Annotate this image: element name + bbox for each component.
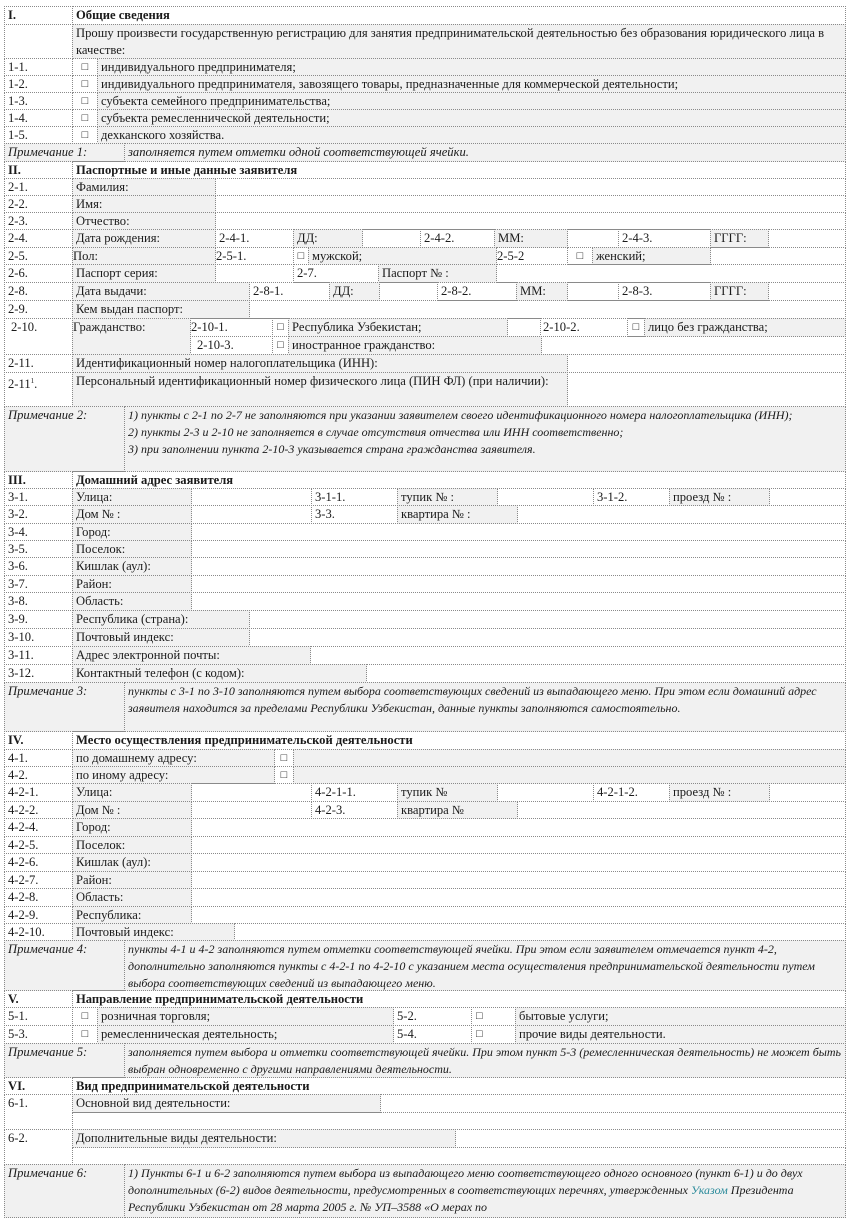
field-3-1-1-number: 3-1-1. — [311, 488, 398, 506]
item-5-4-number: 5-4. — [393, 1025, 472, 1044]
item-1-2-checkbox[interactable]: □ — [72, 75, 98, 93]
section-6-number: VI. — [4, 1077, 73, 1095]
biz-village-select[interactable] — [191, 853, 846, 872]
issue-month-label: ММ: — [516, 282, 568, 301]
field-3-8-number: 3-8. — [4, 592, 73, 611]
biz-passage-label: проезд № : — [669, 783, 770, 802]
passage-input[interactable] — [769, 488, 846, 506]
postal-code-select[interactable] — [249, 628, 846, 647]
phone-input[interactable] — [366, 664, 846, 683]
foreign-citizen-checkbox[interactable]: □ — [272, 336, 289, 355]
field-4-2-4-number: 4-2-4. — [4, 818, 73, 837]
field-2-4-3-number: 2-4-3. — [618, 229, 711, 248]
field-4-2-1-2-number: 4-2-1-2. — [593, 783, 670, 802]
field-2-11-number: 2-11. — [4, 354, 73, 373]
issue-year-label: ГГГГ: — [710, 282, 769, 301]
field-2-1-number: 2-1. — [4, 178, 73, 196]
section-3-title: Домашний адрес заявителя — [72, 471, 846, 489]
district-select[interactable] — [191, 575, 846, 593]
republic-select[interactable] — [249, 610, 846, 629]
other-activities-checkbox[interactable]: □ — [471, 1025, 516, 1044]
field-3-3-number: 3-3. — [311, 505, 398, 524]
biz-settlement-select[interactable] — [191, 836, 846, 854]
services-label: бытовые услуги; — [515, 1007, 846, 1026]
field-4-2-blank — [293, 766, 846, 784]
field-4-2-9-label: Республика: — [72, 906, 192, 924]
services-checkbox[interactable]: □ — [471, 1007, 516, 1026]
section-5-title: Направление предпринимательской деятельности — [72, 990, 846, 1008]
field-3-1-number: 3-1. — [4, 488, 73, 506]
field-4-1-label: по домашнему адресу: — [72, 749, 275, 767]
field-3-5-label: Поселок: — [72, 540, 192, 558]
issue-month-input[interactable] — [567, 282, 619, 301]
citizen-uz-label: Республика Узбекистан; — [288, 318, 508, 337]
biz-apartment-input[interactable] — [517, 801, 846, 819]
section-1-title: Общие сведения — [72, 6, 846, 25]
field-2-5-label: Пол: — [72, 247, 216, 265]
field-2-8-2-number: 2-8-2. — [437, 282, 517, 301]
field-4-2-8-label: Область: — [72, 888, 192, 907]
city-select[interactable] — [191, 523, 846, 541]
field-6-1-number: 6-1. — [4, 1094, 73, 1130]
region-select[interactable] — [191, 592, 846, 611]
note-5-text: заполняется путем выбора и отметки соответствующей ячейки. При этом пункт 5-3 (ремесленническая деятельность) не может быть выбран одновременно с другими направлениями деятельности. — [124, 1043, 846, 1078]
note-1-label: Примечание 1: — [4, 143, 125, 162]
field-4-2-1-1-number: 4-2-1-1. — [311, 783, 398, 802]
item-1-5-checkbox[interactable]: □ — [72, 126, 98, 144]
field-3-4-label: Город: — [72, 523, 192, 541]
biz-street-input[interactable] — [191, 783, 312, 802]
birth-year-input[interactable] — [768, 229, 846, 248]
citizen-uz-checkbox[interactable]: □ — [272, 318, 289, 337]
passage-label: проезд № : — [669, 488, 770, 506]
field-4-1-blank — [293, 749, 846, 767]
field-2-10-label: Гражданство: — [72, 318, 191, 355]
note-2-line-2: 2) пункты 2-3 и 2-10 не заполняется в случае отсутствия отчества или ИНН соответственно; — [128, 425, 624, 439]
field-2-4-number: 2-4. — [4, 229, 73, 248]
field-2-5-2-number: 2-5-2 — [496, 247, 568, 265]
inn-input[interactable] — [567, 354, 846, 373]
issue-year-input[interactable] — [768, 282, 846, 301]
patronymic-input[interactable] — [215, 212, 846, 230]
field-3-6-number: 3-6. — [4, 557, 73, 576]
field-4-2-6-label: Кишлак (аул): — [72, 853, 192, 872]
main-activity-row-2[interactable] — [72, 1112, 846, 1130]
email-input[interactable] — [310, 646, 846, 665]
section-1-number: I. — [4, 6, 73, 25]
item-1-5-label: дехканского хозяйства. — [97, 126, 846, 144]
male-checkbox[interactable]: □ — [293, 247, 309, 265]
item-1-3-number: 1-3. — [4, 92, 73, 110]
note-6-label: Примечание 6: — [4, 1164, 125, 1218]
field-2-10-number: 2-10. — [4, 318, 73, 355]
field-3-5-number: 3-5. — [4, 540, 73, 558]
note-6-text — [124, 1164, 846, 1218]
foreign-country-input[interactable] — [541, 336, 846, 355]
birth-month-input[interactable] — [567, 229, 619, 248]
item-5-2-number: 5-2. — [393, 1007, 472, 1026]
field-2-11-1-num-end: . — [34, 377, 38, 392]
main-activity-select[interactable] — [380, 1094, 846, 1113]
gender-blank — [710, 247, 846, 265]
note-5-label: Примечание 5: — [4, 1043, 125, 1078]
field-4-2-2-label: Дом № : — [72, 801, 192, 819]
additional-activity-select[interactable] — [455, 1129, 846, 1148]
street-input[interactable] — [191, 488, 312, 506]
field-2-9-label: Кем выдан паспорт: — [72, 300, 250, 319]
section-4-title: Место осуществления предпринимательской деятельности — [72, 731, 846, 750]
item-1-3-checkbox[interactable]: □ — [72, 92, 98, 110]
crafts-label: ремесленническая деятельность; — [97, 1025, 394, 1044]
dead-end-input[interactable] — [497, 488, 594, 506]
retail-checkbox[interactable]: □ — [72, 1007, 98, 1026]
field-2-8-1-number: 2-8-1. — [249, 282, 330, 301]
field-3-9-number: 3-9. — [4, 610, 73, 629]
section-4-number: IV. — [4, 731, 73, 750]
note-6-text-a: 1) Пункты 6-1 и 6-2 заполняются путем выбора из выпадающего меню соответствующего одного основного (пункт 6-1) и до двух дополнительных (6-2) видов деятельности, предусмотренных в соответствующих перечнях, утвержденных — [128, 1166, 803, 1197]
section-5-number: V. — [4, 990, 73, 1008]
field-6-1-label: Основной вид деятельности: — [72, 1094, 381, 1113]
field-3-1-label: Улица: — [72, 488, 192, 506]
passport-number-input[interactable] — [496, 264, 846, 283]
field-4-2-5-label: Поселок: — [72, 836, 192, 854]
field-2-2-label: Имя: — [72, 195, 216, 213]
field-2-6-number: 2-6. — [4, 264, 73, 283]
field-3-7-label: Район: — [72, 575, 192, 593]
note-2-label: Примечание 2: — [4, 406, 125, 472]
field-3-9-label: Республика (страна): — [72, 610, 250, 629]
note-4-label: Примечание 4: — [4, 940, 125, 991]
apartment-label: квартира № : — [397, 505, 518, 524]
biz-postal-code-select[interactable] — [234, 923, 846, 941]
field-2-11-1-label: Персональный идентификационный номер физического лица (ПИН ФЛ) (при наличии): — [72, 372, 568, 407]
field-4-2-number: 4-2. — [4, 766, 73, 784]
field-2-1-label: Фамилия: — [72, 178, 216, 196]
field-3-11-label: Адрес электронной почты: — [72, 646, 311, 665]
female-label: женский; — [592, 247, 711, 265]
field-3-7-number: 3-7. — [4, 575, 73, 593]
stateless-checkbox[interactable]: □ — [627, 318, 645, 337]
biz-passage-input[interactable] — [769, 783, 846, 802]
field-4-2-10-number: 4-2-10. — [4, 923, 73, 941]
birth-day-label: ДД: — [293, 229, 363, 248]
field-4-2-2-number: 4-2-2. — [4, 801, 73, 819]
biz-house-input[interactable] — [191, 801, 312, 819]
field-2-10-1-number: 2-10-1. — [190, 318, 273, 337]
field-2-8-3-number: 2-8-3. — [618, 282, 711, 301]
other-address-checkbox[interactable]: □ — [274, 766, 294, 784]
field-4-1-number: 4-1. — [4, 749, 73, 767]
item-1-4-number: 1-4. — [4, 109, 73, 127]
field-3-12-number: 3-12. — [4, 664, 73, 683]
note-2-line-3: 3) при заполнении пункта 2-10-3 указывается страна гражданства заявителя. — [128, 442, 536, 456]
field-2-4-1-number: 2-4-1. — [215, 229, 294, 248]
citizen-blank-a — [507, 318, 541, 337]
item-1-1-label: индивидуального предпринимателя; — [97, 58, 846, 76]
section-2-title: Паспортные и иные данные заявителя — [72, 161, 846, 179]
home-address-checkbox[interactable]: □ — [274, 749, 294, 767]
passport-number-label: Паспорт № : — [378, 264, 497, 283]
note-2-text — [124, 406, 846, 472]
foreign-citizen-label: иностранное гражданство: — [288, 336, 542, 355]
biz-district-select[interactable] — [191, 871, 846, 889]
field-4-2-9-number: 4-2-9. — [4, 906, 73, 924]
field-4-2-1-number: 4-2-1. — [4, 783, 73, 802]
field-4-2-label: по иному адресу: — [72, 766, 275, 784]
field-2-3-label: Отчество: — [72, 212, 216, 230]
note-4-text: пункты 4-1 и 4-2 заполняются путем отметки соответствующей ячейки. При этом если заявителем отмечается пункт 4-2, дополнительно заполняются пункты с 4-2-1 по 4-2-10 с указанием места осуществления предпринимательской деятельности путем выбора соответствующих сведений из выпадающего меню. — [124, 940, 846, 991]
additional-activity-row-2[interactable] — [72, 1147, 846, 1165]
birth-month-label: ММ: — [494, 229, 568, 248]
pin-input[interactable] — [567, 372, 846, 407]
field-3-8-label: Область: — [72, 592, 192, 611]
field-2-4-label: Дата рождения: — [72, 229, 216, 248]
item-1-1-number: 1-1. — [4, 58, 73, 76]
issued-by-input[interactable] — [249, 300, 846, 319]
item-1-2-label: индивидуального предпринимателя, завозящего товары, предназначенные для коммерческой деятельности; — [97, 75, 846, 93]
birth-year-label: ГГГГ: — [710, 229, 769, 248]
item-1-2-number: 1-2. — [4, 75, 73, 93]
field-6-2-label: Дополнительные виды деятельности: — [72, 1129, 456, 1148]
decree-link[interactable]: Указом — [690, 1183, 728, 1197]
field-4-2-1-label: Улица: — [72, 783, 192, 802]
settlement-select[interactable] — [191, 540, 846, 558]
issue-day-input[interactable] — [379, 282, 438, 301]
biz-dead-end-label: тупик № — [397, 783, 498, 802]
field-2-11-1-number — [4, 372, 73, 407]
male-label: мужской; — [308, 247, 497, 265]
stateless-label: лицо без гражданства; — [644, 318, 846, 337]
note-3-text: пункты с 3-1 по 3-10 заполняются путем выбора соответствующих сведений из выпадающего меню. При этом если домашний адрес заявителя находится за пределами Республики Узбекистан, данные пункты заполняются самостоятельно. — [124, 682, 846, 732]
note-2-line-1: 1) пункты с 2-1 по 2-7 не заполняются при указании заявителем своего идентификационного номера налогоплательщика (ИНН); — [128, 408, 793, 422]
field-4-2-7-label: Район: — [72, 871, 192, 889]
field-3-11-number: 3-11. — [4, 646, 73, 665]
field-2-8-label: Дата выдачи: — [72, 282, 250, 301]
apartment-input[interactable] — [517, 505, 846, 524]
biz-dead-end-input[interactable] — [497, 783, 594, 802]
item-1-3-label: субъекта семейного предпринимательства; — [97, 92, 846, 110]
field-2-5-1-number: 2-5-1. — [215, 247, 294, 265]
field-2-10-3-number: 2-10-3. — [190, 336, 273, 355]
field-2-2-number: 2-2. — [4, 195, 73, 213]
birth-day-input[interactable] — [362, 229, 421, 248]
field-3-10-number: 3-10. — [4, 628, 73, 647]
field-3-2-label: Дом № : — [72, 505, 192, 524]
issue-day-label: ДД: — [329, 282, 380, 301]
field-2-11-1-num-text: 2-11 — [8, 377, 31, 392]
section-6-title: Вид предпринимательской деятельности — [72, 1077, 846, 1095]
biz-republic-select[interactable] — [191, 906, 846, 924]
section-1-intro-blank — [4, 24, 73, 59]
retail-label: розничная торговля; — [97, 1007, 394, 1026]
field-2-3-number: 2-3. — [4, 212, 73, 230]
note-6-text-b: Президента Республики Узбекистан от 28 марта 2005 г. № УП–3588 «О мерах по — [128, 1183, 794, 1214]
field-4-2-3-number: 4-2-3. — [311, 801, 398, 819]
biz-apartment-label: квартира № — [397, 801, 518, 819]
house-input[interactable] — [191, 505, 312, 524]
field-4-2-7-number: 4-2-7. — [4, 871, 73, 889]
biz-city-select[interactable] — [191, 818, 846, 837]
field-3-10-label: Почтовый индекс: — [72, 628, 250, 647]
field-3-12-label: Контактный телефон (с кодом): — [72, 664, 367, 683]
dead-end-label: тупик № : — [397, 488, 498, 506]
item-1-1-checkbox[interactable]: □ — [72, 58, 98, 76]
note-3-label: Примечание 3: — [4, 682, 125, 732]
field-2-9-number: 2-9. — [4, 300, 73, 319]
field-2-11-label: Идентификационный номер налогоплательщика (ИНН): — [72, 354, 568, 373]
field-3-2-number: 3-2. — [4, 505, 73, 524]
item-1-4-label: субъекта ремесленнической деятельности; — [97, 109, 846, 127]
field-3-6-label: Кишлак (аул): — [72, 557, 192, 576]
section-2-number: II. — [4, 161, 73, 179]
field-2-6-label: Паспорт серия: — [72, 264, 216, 283]
field-2-8-number: 2-8. — [4, 282, 73, 301]
section-3-number: III. — [4, 471, 73, 489]
surname-input[interactable] — [215, 178, 846, 196]
item-5-1-number: 5-1. — [4, 1007, 73, 1026]
first-name-input[interactable] — [215, 195, 846, 213]
field-3-1-2-number: 3-1-2. — [593, 488, 670, 506]
field-4-2-5-number: 4-2-5. — [4, 836, 73, 854]
field-3-4-number: 3-4. — [4, 523, 73, 541]
field-6-2-number: 6-2. — [4, 1129, 73, 1165]
field-4-2-8-number: 4-2-8. — [4, 888, 73, 907]
section-1-intro: Прошу произвести государственную регистрацию для занятия предпринимательской деятельностью без образования юридического лица в качестве: — [72, 24, 846, 59]
field-2-10-2-number: 2-10-2. — [540, 318, 628, 337]
field-4-2-6-number: 4-2-6. — [4, 853, 73, 872]
female-checkbox[interactable]: □ — [567, 247, 593, 265]
village-select[interactable] — [191, 557, 846, 576]
note-1-text: заполняется путем отметки одной соответствующей ячейки. — [124, 143, 846, 162]
item-1-5-number: 1-5. — [4, 126, 73, 144]
field-2-5-number: 2-5. — [4, 247, 73, 265]
passport-series-input[interactable] — [215, 264, 294, 283]
item-1-4-checkbox[interactable]: □ — [72, 109, 98, 127]
other-activities-label: прочие виды деятельности. — [515, 1025, 846, 1044]
field-2-7-number: 2-7. — [293, 264, 379, 283]
field-2-11-1-sup: 1 — [30, 377, 35, 385]
field-4-2-10-label: Почтовый индекс: — [72, 923, 235, 941]
field-2-4-2-number: 2-4-2. — [420, 229, 495, 248]
biz-region-select[interactable] — [191, 888, 846, 907]
field-4-2-4-label: Город: — [72, 818, 192, 837]
crafts-checkbox[interactable]: □ — [72, 1025, 98, 1044]
item-5-3-number: 5-3. — [4, 1025, 73, 1044]
